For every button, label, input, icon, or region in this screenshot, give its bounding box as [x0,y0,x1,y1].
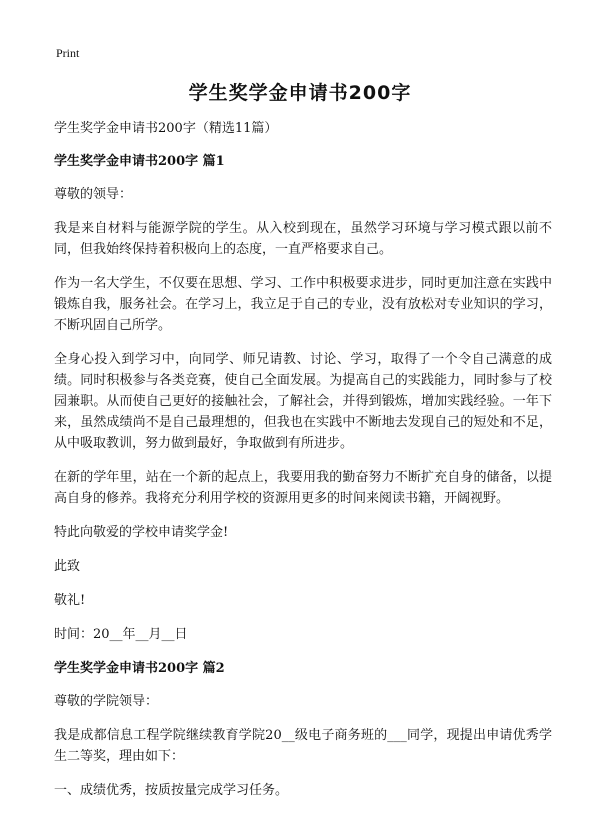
paragraph: 全身心投入到学习中，向同学、师兄请教、讨论、学习，取得了一个令自己满意的成绩。同时积极参与各类竞赛，使自己全面发展。为提高自己的实践能力，同时参与了校园兼职。从而使自己更好的接触社会，了解社会，并得到锻炼，增加实践经验。一年下来，虽然成绩尚不是自己最理想的，但我也在实践中不断地去发现自己的短处和不足，从中吸取教训，努力做到最好，争取做到有所进步。 [54,352,552,451]
paragraph: 我是来自材料与能源学院的学生。从入校到现在，虽然学习环境与学习模式跟以前不同，但我始终保持着积极向上的态度，一直严格要求自己。 [54,221,552,257]
paragraph: 作为一名大学生，不仅要在思想、学习、工作中积极要求进步，同时更加注意在实践中锻炼自我，服务社会。在学习上，我立足于自己的专业，没有放松对专业知识的学习，不断巩固自己所学。 [54,276,552,333]
closing-regards: 敬礼! [54,593,86,608]
paragraph: 我是成都信息工程学院继续教育学院20__级电子商务班的___同学，现提出申请优秀学生二等奖，理由如下： [54,728,552,764]
greeting-2: 尊敬的学院领导： [54,694,159,709]
section-heading-2: 学生奖学金申请书200字 篇2 [54,661,225,676]
section-heading-1: 学生奖学金申请书200字 篇1 [54,154,225,169]
document-subtitle: 学生奖学金申请书200字（精选11篇） [54,121,278,136]
paragraph: 在新的学年里，站在一个新的起点上，我要用我的勤奋努力不断扩充自身的储备，以提高自身的修养。我将充分利用学校的资源用更多的时间来阅读书籍，开阔视野。 [54,470,552,506]
closing-salutation: 此致 [54,559,81,574]
document-body [54,118,552,814]
greeting-1: 尊敬的领导： [54,187,133,202]
print-label: Print [56,46,80,60]
paragraph: 一、成绩优秀，按质按量完成学习任务。 [54,783,289,798]
page-title: 学生奖学金申请书200字 [188,82,412,104]
date-line: 时间：20__年__月__日 [54,627,188,642]
paragraph: 特此向敬爱的学校申请奖学金! [54,525,229,540]
